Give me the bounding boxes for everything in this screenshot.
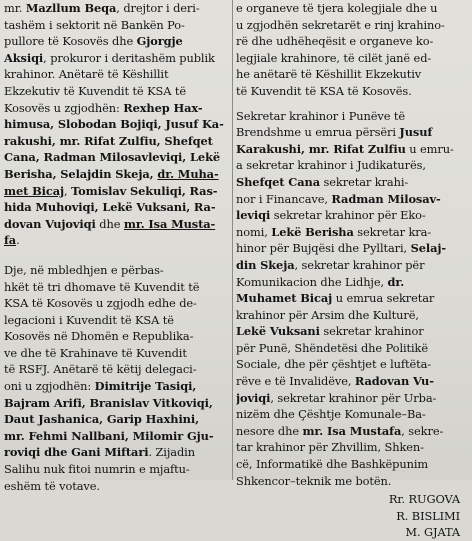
text-line	[4, 328, 232, 345]
text-segment: rë dhe udhëheqësit e organeve ko-	[236, 34, 434, 49]
text-line	[4, 395, 232, 412]
text-line	[4, 183, 232, 200]
text-line	[236, 406, 468, 423]
text-line	[236, 207, 468, 224]
bold-name-segment: dr. Muha-	[157, 166, 219, 181]
left-paragraph-2	[4, 262, 232, 494]
text-line	[236, 290, 468, 307]
text-segment: sekretar krahinor për Eko-	[270, 208, 426, 223]
text-line	[236, 224, 468, 241]
text-line	[4, 100, 232, 117]
bold-name-segment: Mazllum Beqa	[25, 1, 117, 15]
bold-name-segment: mr. Isa Mustafa	[302, 423, 402, 438]
bold-name-segment: mr. Isa Musta-	[123, 216, 216, 231]
bold-name-segment: mr. Fehmi Nallbani, Milomir Gju-	[4, 428, 214, 443]
text-line	[4, 312, 232, 329]
bold-name-segment: Gjorgje	[136, 34, 183, 49]
text-segment: cë, Informatikë dhe Bashkëpunim	[236, 457, 429, 472]
text-line	[236, 340, 468, 357]
text-line	[236, 240, 468, 257]
text-line	[236, 141, 468, 158]
bold-name-segment: met Bicaj	[4, 183, 65, 198]
text-line	[236, 66, 468, 83]
text-segment: nor i Financave,	[236, 191, 332, 206]
text-segment: tar krahinor për Zhvillim, Shken-	[236, 440, 424, 455]
bold-name-segment: rakushi, mr. Rifat Zulfiu, Shefqet	[4, 133, 213, 148]
signature-1: Rr. RUGOVA	[388, 492, 460, 507]
text-line	[4, 116, 232, 133]
text-segment: u zgjodhën sekretarët e rinj krahino-	[236, 17, 445, 32]
text-segment: Komunikacion dhe Lidhje,	[236, 274, 388, 289]
text-segment: Shkencor–teknik me botën.	[236, 473, 392, 488]
bold-name-segment: Jusuf	[399, 125, 433, 140]
text-line	[236, 108, 468, 125]
text-segment: Sekretar krahinor i Punëve të	[236, 108, 405, 123]
bold-name-segment: dr.	[387, 274, 405, 289]
text-line	[4, 361, 232, 378]
text-segment: të Kuvendit të KSA të Kosovës.	[236, 83, 412, 98]
text-line	[236, 356, 468, 373]
bold-name-segment: Tomislav Sekuliqi, Ras-	[71, 183, 218, 198]
text-line	[236, 439, 468, 456]
text-line	[4, 478, 232, 495]
text-line	[4, 378, 232, 395]
text-segment: , prokuror i deritashëm publik	[43, 50, 215, 65]
column-rule	[232, 0, 233, 480]
text-segment: pullore të Kosovës dhe	[4, 34, 137, 49]
text-line	[236, 50, 468, 67]
bold-name-segment: Karakushi, mr. Rifat Zulfiu	[236, 141, 406, 156]
text-segment: Dje, në mbledhjen e përbas-	[4, 262, 164, 277]
text-segment: krahinor. Anëtarë të Këshillit	[4, 67, 169, 82]
right-column	[236, 0, 468, 541]
bold-name-segment: Rexhep Hax-	[123, 100, 203, 115]
text-line	[4, 461, 232, 478]
signature-3: M. GJATA	[405, 525, 460, 540]
bold-name-segment: Selaj-	[410, 241, 447, 256]
text-segment: Brendshme u emrua përsëri	[236, 125, 400, 140]
text-line	[4, 428, 232, 445]
text-segment: rëve e të Invalidëve,	[236, 374, 355, 389]
bold-name-segment: leviqi	[236, 208, 271, 223]
text-segment: tashëm i sektorit në Bankën Po-	[4, 17, 185, 32]
text-segment: . Zijadin	[148, 445, 195, 460]
text-line	[236, 390, 468, 407]
bold-name-segment: Radman Milosav-	[331, 191, 441, 206]
bold-name-segment: Daut Jashanica, Garip Haxhini,	[4, 412, 199, 427]
text-segment: he anëtarë të Këshillit Ekzekutiv	[236, 67, 422, 82]
text-line	[4, 66, 232, 83]
text-line	[4, 0, 232, 17]
text-segment: u emrua sekretar	[332, 291, 435, 306]
right-paragraph-2	[236, 108, 468, 490]
text-line	[4, 83, 232, 100]
text-segment: sekretar krahinor	[319, 324, 424, 339]
text-line	[4, 33, 232, 50]
bold-name-segment: himusa, Slobodan Bojiqi, Jusuf Ka-	[4, 117, 224, 132]
bold-name-segment: Lekë Berisha	[271, 224, 354, 239]
text-segment: u emru-	[405, 141, 454, 156]
text-segment: eshëm të votave.	[4, 478, 100, 493]
bold-name-segment: Dimitrije Tasiqi,	[94, 379, 197, 394]
paragraph-gap	[4, 249, 232, 262]
text-segment: ve dhe të Krahinave të Kuvendit	[4, 345, 187, 360]
text-segment: krahinor për Arsim dhe Kulturë,	[236, 307, 419, 322]
text-segment: legjiale krahinore, të cilët janë ed-	[236, 50, 432, 65]
text-segment: KSA të Kosovës u zgjodh edhe de-	[4, 296, 197, 311]
text-segment: e organeve të tjera kolegjiale dhe u	[236, 1, 438, 15]
text-segment: Kosovës në Dhomën e Republika-	[4, 329, 194, 344]
text-line	[4, 232, 232, 249]
text-line	[236, 257, 468, 274]
text-segment: .	[16, 233, 20, 248]
text-line	[4, 50, 232, 67]
text-segment: Salihu nuk fitoi numrin e mjaftu-	[4, 462, 190, 477]
bold-name-segment: din Skeja	[236, 257, 295, 272]
text-segment: dhe	[95, 216, 124, 231]
bold-name-segment: Bajram Arifi, Branislav Vitkoviqi,	[4, 395, 213, 410]
text-segment: sekretar kra-	[353, 224, 432, 239]
text-segment: të RSFJ. Anëtarë të këtij delegaci-	[4, 362, 197, 377]
bold-name-segment: roviqi dhe Gani Miftari	[4, 445, 149, 460]
text-line	[236, 174, 468, 191]
bold-name-segment: Muhamet Bicaj	[236, 291, 333, 306]
text-line	[236, 423, 468, 440]
left-paragraph-1	[4, 0, 232, 249]
text-segment: sekretar krahi-	[320, 174, 409, 189]
text-segment: oni u zgjodhën:	[4, 379, 95, 394]
bold-name-segment: Cana, Radman Milosavleviqi, Lekë	[4, 150, 221, 165]
text-segment: Kosovës u zgjodhën:	[4, 100, 124, 115]
signature-2: R. BISLIMI	[396, 508, 460, 523]
bold-name-segment: hida Muhoviqi, Lekë Vuksani, Ra-	[4, 200, 216, 215]
text-line	[236, 0, 468, 17]
text-line	[4, 149, 232, 166]
bold-name-segment: fa	[4, 233, 17, 248]
text-segment: ,	[64, 183, 72, 198]
text-line	[236, 17, 468, 34]
left-column	[4, 0, 232, 494]
text-line	[4, 295, 232, 312]
text-segment: mr.	[4, 1, 26, 15]
bold-name-segment: joviqi	[236, 390, 271, 405]
text-line	[236, 191, 468, 208]
text-segment: , sekretar krahinor për	[294, 257, 425, 272]
bold-name-segment: Radovan Vu-	[354, 374, 434, 389]
text-line	[4, 444, 232, 461]
text-segment: nesore dhe	[236, 423, 303, 438]
text-line	[4, 133, 232, 150]
text-segment: Sociale, dhe për çështjet e luftëta-	[236, 357, 432, 372]
right-paragraph-1	[236, 0, 468, 100]
text-line	[236, 157, 468, 174]
text-segment: , sekretar krahinor për Urba-	[270, 390, 437, 405]
paragraph-gap	[236, 100, 468, 108]
text-segment: hkët të tri dhomave të Kuvendit të	[4, 279, 200, 294]
bold-name-segment: Aksiqi	[4, 50, 44, 65]
text-segment: , drejtor i deri-	[116, 1, 200, 15]
text-line	[236, 33, 468, 50]
text-line	[4, 411, 232, 428]
text-segment: a sekretar krahinor i Judikaturës,	[236, 158, 426, 173]
text-line	[4, 199, 232, 216]
bold-name-segment: dovan Vujoviqi	[4, 216, 96, 231]
text-line	[4, 216, 232, 233]
bold-name-segment: Berisha, Selajdin Skeja,	[4, 166, 158, 181]
text-segment: Ekzekutiv të Kuvendit të KSA të	[4, 83, 186, 98]
text-line	[236, 274, 468, 291]
text-segment: legacioni i Kuvendit të KSA të	[4, 312, 174, 327]
text-line	[236, 473, 468, 490]
bold-name-segment: Lekë Vuksani	[236, 324, 320, 339]
text-segment: , sekre-	[401, 423, 444, 438]
text-line	[236, 83, 468, 100]
signatures	[236, 491, 468, 541]
text-line	[4, 345, 232, 362]
text-line	[4, 262, 232, 279]
text-line	[236, 307, 468, 324]
text-segment: nomi,	[236, 224, 272, 239]
text-line	[4, 279, 232, 296]
text-segment: nizëm dhe Çështje Komunale–Ba-	[236, 407, 426, 422]
text-line	[236, 456, 468, 473]
text-line	[236, 323, 468, 340]
text-segment: për Punë, Shëndetësi dhe Politikë	[236, 340, 428, 355]
bold-name-segment: Shefqet Cana	[236, 174, 321, 189]
text-line	[4, 166, 232, 183]
text-segment: hinor për Bujqësi dhe Pylltari,	[236, 241, 411, 256]
text-line	[236, 373, 468, 390]
text-line	[236, 124, 468, 141]
text-line	[4, 17, 232, 34]
